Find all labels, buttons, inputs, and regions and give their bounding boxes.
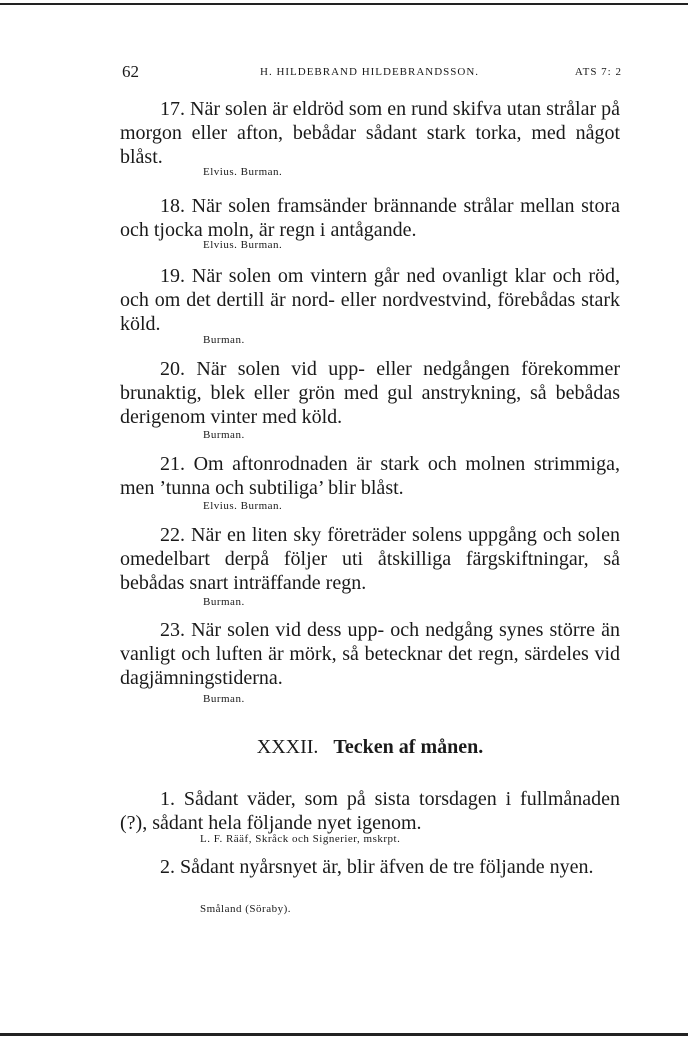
item-number: 17. (160, 98, 185, 120)
running-header (122, 62, 622, 82)
moon-item-2 (120, 855, 620, 879)
item-source: Elvius. Burman. (203, 166, 283, 178)
moon-item-1 (120, 787, 620, 835)
item-17 (120, 97, 620, 169)
item-21 (120, 452, 620, 500)
item-number: 19. (160, 265, 185, 287)
item-text: Sådant väder, som på sista torsdagen i fullmånaden (?), sådant hela följande nyet igenom. (120, 788, 621, 834)
item-19 (120, 264, 620, 336)
item-number: 21. (160, 453, 185, 475)
item-number: 1. (160, 788, 175, 810)
running-title: H. HILDEBRAND HILDEBRANDSSON. (260, 66, 480, 78)
item-text: När solen vid dess upp- och nedgång synes större än vanligt och luften är mörk, så betecknar det regn, särdeles vid dagjämningstiderna. (120, 619, 621, 689)
item-text: När solen om vintern går ned ovanligt klar och röd, och om det dertill är nord- eller nordvestvind, förebådas stark köld. (120, 265, 621, 335)
section-title: Tecken af månen. (333, 736, 484, 758)
item-source: Småland (Söraby). (200, 903, 291, 915)
item-text: När solen framsänder brännande strålar mellan stora och tjocka moln, är regn i antågande. (120, 195, 621, 241)
top-border-rule (0, 3, 688, 5)
item-number: 22. (160, 524, 185, 546)
item-number: 18. (160, 195, 185, 217)
item-number: 23. (160, 619, 185, 641)
item-source: Burman. (203, 334, 245, 346)
item-20 (120, 357, 620, 429)
section-numeral: XXXII. (256, 736, 319, 758)
item-18 (120, 194, 620, 242)
item-text: När solen vid upp- eller nedgången förekommer brunaktig, blek eller grön med gul anstrykning, så bebådas derigenom vinter med köld. (120, 358, 621, 428)
item-text: När en liten sky företräder solens uppgång och solen omedelbart derpå följer uti åtskilliga färgskiftningar, så bebådas snart inträffande regn. (120, 524, 620, 594)
series-reference: ATS 7: 2 (574, 66, 622, 78)
item-number: 20. (160, 358, 185, 380)
section-heading (120, 736, 620, 759)
item-source: Burman. (203, 429, 245, 441)
item-23 (120, 618, 620, 690)
item-22 (120, 523, 620, 595)
item-text: Sådant nyårsnyet är, blir äfven de tre följande nyen. (180, 856, 594, 878)
item-source: Elvius. Burman. (203, 500, 283, 512)
item-source: Burman. (203, 693, 245, 705)
item-source: L. F. Rääf, Skråck och Signerier, mskrpt. (200, 833, 401, 845)
item-source: Burman. (203, 596, 245, 608)
item-text: Om aftonrodnaden är stark och molnen strimmiga, men ’tunna och subtiliga’ blir blåst. (120, 453, 620, 499)
item-text: När solen är eldröd som en rund skifva utan strålar på morgon eller afton, bebådar sådant stark torka, med något blåst. (120, 98, 620, 168)
item-source: Elvius. Burman. (203, 239, 283, 251)
item-number: 2. (160, 856, 175, 878)
bottom-border-rule (0, 1033, 688, 1036)
page-number: 62 (122, 62, 139, 81)
